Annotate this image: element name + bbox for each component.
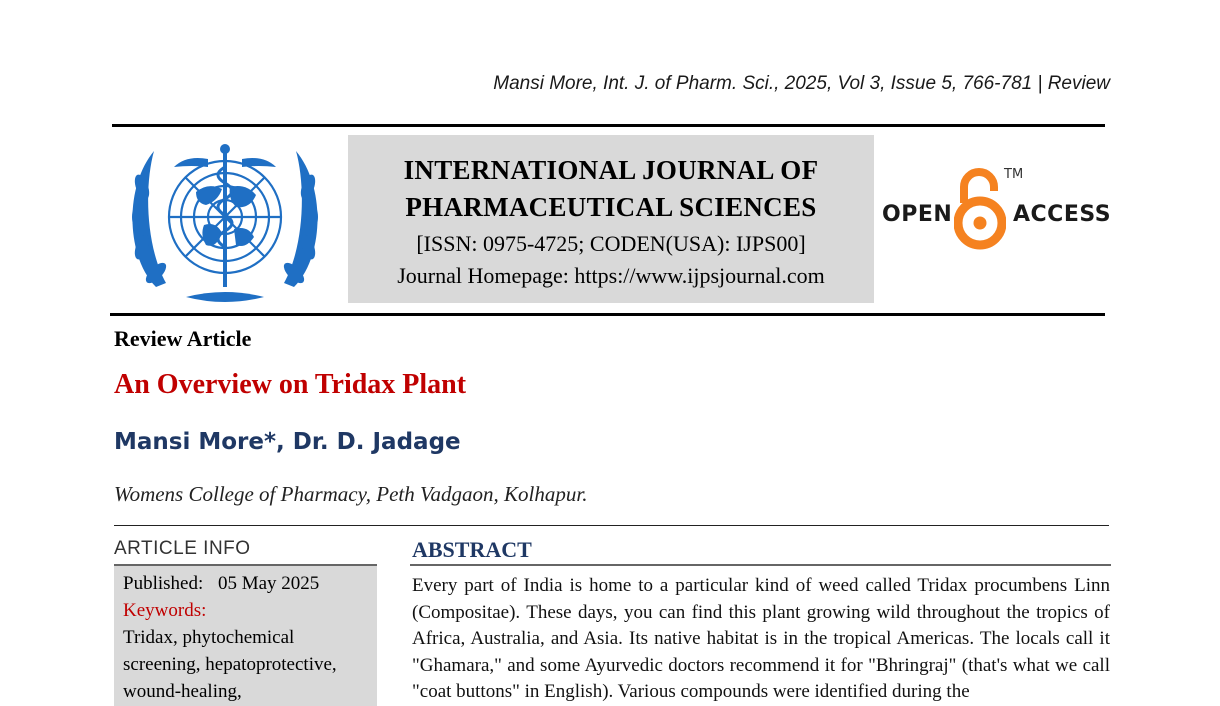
keywords-label: Keywords: — [123, 600, 207, 621]
abstract-heading: ABSTRACT — [412, 537, 532, 562]
abstract-underline — [410, 564, 1111, 566]
article-title: An Overview on Tridax Plant — [114, 369, 467, 400]
keywords-list: Tridax, phytochemical screening, hepatoprotective, wound-healing, — [123, 627, 337, 702]
header-bottom-rule — [110, 313, 1105, 316]
article-authors: Mansi More*, Dr. D. Jadage — [114, 429, 461, 455]
top-rule — [112, 124, 1105, 127]
article-info-heading: ARTICLE INFO — [114, 538, 251, 559]
trademark-symbol: TM — [1004, 167, 1024, 182]
open-access-access-text: ACCESS — [1013, 202, 1112, 227]
author-affiliation: Womens College of Pharmacy, Peth Vadgaon, Kolhapur. — [114, 482, 588, 506]
article-info-box — [114, 566, 377, 706]
journal-title-line2: PHARMACEUTICAL SCIENCES — [405, 192, 817, 222]
open-access-lock-icon — [954, 165, 1006, 251]
published-date: 05 May 2025 — [217, 573, 320, 594]
journal-emblem-icon — [126, 137, 324, 307]
journal-title-line1: INTERNATIONAL JOURNAL OF — [403, 155, 819, 185]
open-access-open-text: OPEN — [882, 202, 953, 227]
journal-title — [348, 152, 874, 226]
article-type: Review Article — [114, 326, 252, 351]
journal-header-box — [348, 135, 874, 303]
published-row — [123, 570, 377, 597]
section-divider — [114, 525, 1109, 526]
published-label: Published: — [123, 573, 204, 594]
journal-homepage: Journal Homepage: https://www.ijpsjournal.com — [397, 263, 825, 288]
open-access-logo — [880, 165, 1112, 255]
abstract-text: Every part of India is home to a particular kind of weed called Tridax procumbens Linn (Compositae). These days, you can find this plant growing wild throughout the tropics of Africa, Australia, and Asia. Its native habitat is in the tropical Americas. The locals call it "Ghamara," and some Ayurvedic doctors recommend it for "Bhringraj" (that's what we call "coat buttons" in English). Various compounds were identified during the — [412, 575, 1110, 702]
citation-header: Mansi More, Int. J. of Pharm. Sci., 2025, Vol 3, Issue 5, 766-781 | Review — [493, 73, 1110, 94]
journal-issn: [ISSN: 0975-4725; CODEN(USA): IJPS00] — [416, 231, 806, 256]
